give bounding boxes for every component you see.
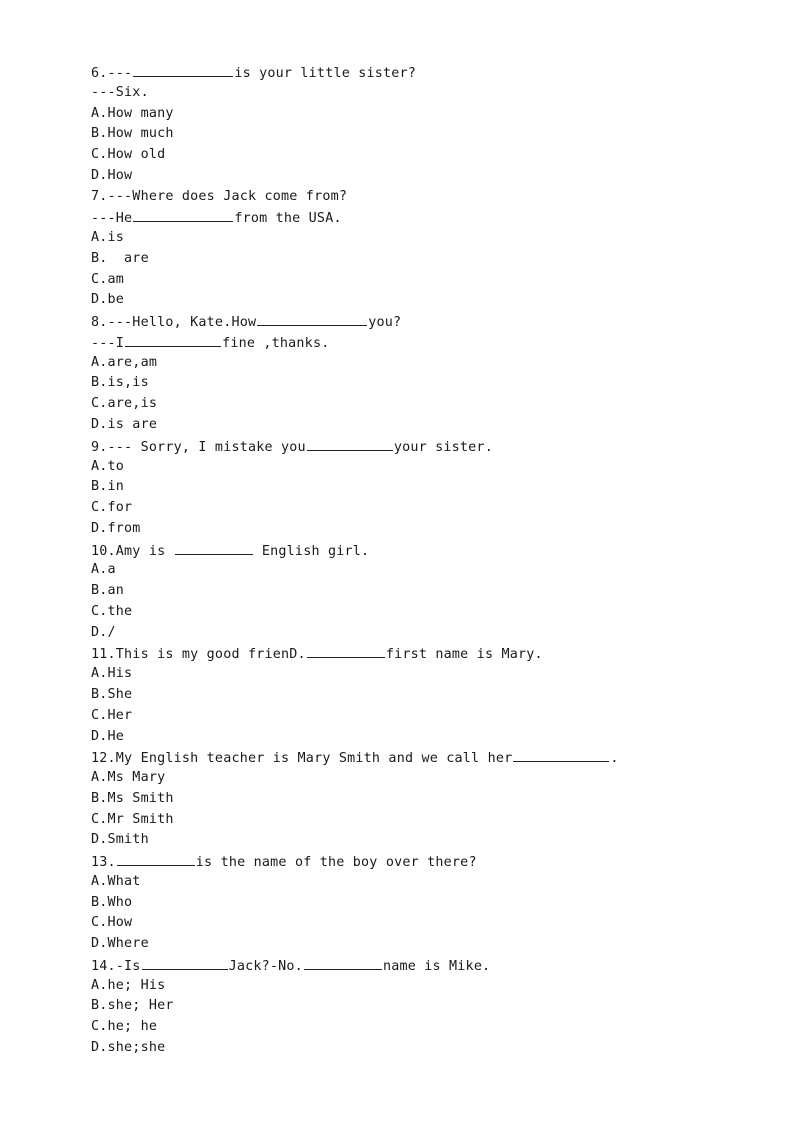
option-a: A.is	[91, 230, 125, 246]
worksheet	[91, 62, 731, 1059]
option-d: D.He	[91, 728, 125, 744]
option-a: A.How many	[91, 105, 174, 121]
answer-blank	[257, 311, 367, 326]
option-a: A.to	[91, 458, 125, 474]
answer-blank	[133, 207, 233, 222]
question-14-stem: 14.-Is Jack?-No. name is Mike.	[91, 955, 731, 976]
answer-blank	[142, 955, 228, 970]
option-d: D.How	[91, 167, 133, 183]
option-d: D.is are	[91, 417, 158, 433]
option-a: A.are,am	[91, 354, 158, 370]
option-b: B.How much	[91, 126, 174, 142]
question-7-stem: 7.---Where does Jack come from?	[91, 188, 348, 204]
question-10-stem: 10.Amy is English girl.	[91, 540, 731, 561]
option-a: A.His	[91, 666, 133, 682]
option-d: D.from	[91, 520, 141, 536]
option-c: C.Her	[91, 707, 133, 723]
answer-blank	[125, 332, 221, 347]
question-6-reply: ---Six.	[91, 84, 149, 100]
answer-blank	[175, 540, 253, 555]
answer-blank	[117, 851, 195, 866]
answer-blank	[304, 955, 382, 970]
option-d: D.she;she	[91, 1039, 166, 1055]
question-8-stem: 8.---Hello, Kate.How you?	[91, 311, 731, 332]
question-6-stem: 6.--- is your little sister?	[91, 62, 731, 83]
option-b: B.is,is	[91, 375, 149, 391]
option-b: B.Ms Smith	[91, 790, 174, 806]
answer-blank	[307, 436, 393, 451]
option-a: A.What	[91, 873, 141, 889]
answer-blank	[513, 747, 609, 762]
question-8-reply: ---I fine ,thanks.	[91, 332, 731, 353]
question-13-stem: 13. is the name of the boy over there?	[91, 851, 731, 872]
option-d: D.be	[91, 292, 125, 308]
option-c: C.am	[91, 271, 125, 287]
option-d: D./	[91, 624, 116, 640]
question-12-stem: 12.My English teacher is Mary Smith and we call her .	[91, 747, 731, 768]
option-a: A.Ms Mary	[91, 770, 166, 786]
answer-blank	[307, 643, 385, 658]
option-c: C.are,is	[91, 396, 158, 412]
option-a: A.a	[91, 562, 116, 578]
question-7-reply: ---He from the USA.	[91, 207, 731, 228]
option-d: D.Smith	[91, 832, 149, 848]
option-c: C.for	[91, 500, 133, 516]
option-c: C.Mr Smith	[91, 811, 174, 827]
option-b: B.an	[91, 583, 125, 599]
option-d: D.Where	[91, 936, 149, 952]
option-b: B.Who	[91, 894, 133, 910]
option-b: B.in	[91, 479, 125, 495]
option-c: C.he; he	[91, 1019, 158, 1035]
option-c: C.How old	[91, 147, 166, 163]
option-b: B.She	[91, 686, 133, 702]
answer-blank	[133, 62, 233, 77]
question-11-stem: 11.This is my good frienD. first name is Mary.	[91, 643, 731, 664]
option-b: B.she; Her	[91, 998, 174, 1014]
option-a: A.he; His	[91, 977, 166, 993]
option-b: B. are	[91, 250, 149, 266]
option-c: C.the	[91, 603, 133, 619]
option-c: C.How	[91, 915, 133, 931]
question-9-stem: 9.--- Sorry, I mistake you your sister.	[91, 436, 731, 457]
